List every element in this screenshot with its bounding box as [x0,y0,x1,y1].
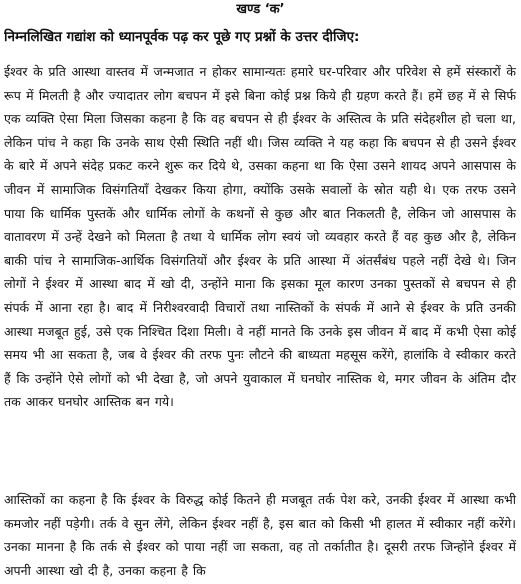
section-title: खण्ड ‘क’ [236,2,285,17]
passage-paragraph-2: आस्तिकों का कहना है कि ईश्वर के विरुद्ध कोई कितने ही मजबूत तर्क पेश करे, उनकी ईश्वर में आस्था कभी कमजोर नहीं पड़ेगी। तर्क वे सुन लेंगे, लेकिन ईश्वर नहीं है, इस बात को किसी भी हालत में स्वीकार नहीं करेंगे। उनका मानना है कि तर्क से ईश्वर को पाया नहीं जा सकता, वह तो तर्कातीत है। दूसरी तरफ जिन्होंने ईश्वर में अपनी आस्था खो दी है, उनका कहना है कि [4,492,516,578]
passage-paragraph-1: ईश्वर के प्रति आस्था वास्तव में जन्मजात न होकर सामान्यतः हमारे घर-परिवार और परिवेश से हमें संस्कारों के रूप में मिलती है और ज्यादातर लोग बचपन में इसे बिना कोई प्रश्न किये ही ग्रहण करते हैं। हमें छह में से सिर्फ एक व्यक्ति ऐसा मिला जिसका कहना है कि वह बचपन से ही ईश्वर के अस्तित्व के प्रति संदेहशील हो चला था, लेकिन पांच ने कहा कि उनके साथ ऐसी स्थिति नहीं थी। जिस व्यक्ति ने यह कहा कि बचपन से ही उसने ईश्वर के बारे में अपने संदेह प्रकट करने शुरू कर दिये थे, उसका कहना था कि ऐसा उसने शायद अपने आसपास के जीवन में सामाजिक विसंगतियाँ देखकर किया होगा, क्योंकि उसके सवालों के स्रोत यही थे। एक तरफ उसने पाया कि धार्मिक पुस्तकें और धार्मिक लोगों के कथनों से कुछ और बात निकलती है, लेकिन जो आसपास के वातावरण में उन्हें देखने को मिलता है तथा ये धार्मिक लोग स्वयं जो व्यवहार करते हैं वह कुछ और है, लेकिन बाकी पांच ने सामाजिक-आर्थिक विसंगतियों और ईश्वर के प्रति आस्था में अंतर्संबंध पहले नहीं देखे थे। जिन लोगों ने ईश्वर में आस्था बाद में खो दी, उन्होंने माना कि इसका मूल कारण उनका पुस्तकों से बचपन से ही संपर्क में आना रहा है। बाद में निरीश्वरवादी विचारों तथा नास्तिकों के संपर्क में आने से ईश्वर के प्रति उनकी आस्था मजबूत हुई, उसे एक निश्चित दिशा मिली। वे नहीं मानते कि उनके इस जीवन में बाद में कभी ऐसा कोई समय भी आ सकता है, जब वे ईश्वर की तरफ पुनः लौटने की बाध्यता महसूस करेंगे, हालांकि वे स्वीकार करते हैं कि उन्होंने ऐसे लोगों को भी देखा है, जो अपने युवाकाल में घनघोर नास्तिक थे, मगर जीवन के अंतिम दौर तक आकर घनघोर आस्तिक बन गये। [4,64,516,410]
instruction-heading: निम्नलिखित गद्यांश को ध्यानपूर्वक पढ़ कर पूछे गए प्रश्नों के उत्तर दीजिए: [4,29,360,45]
